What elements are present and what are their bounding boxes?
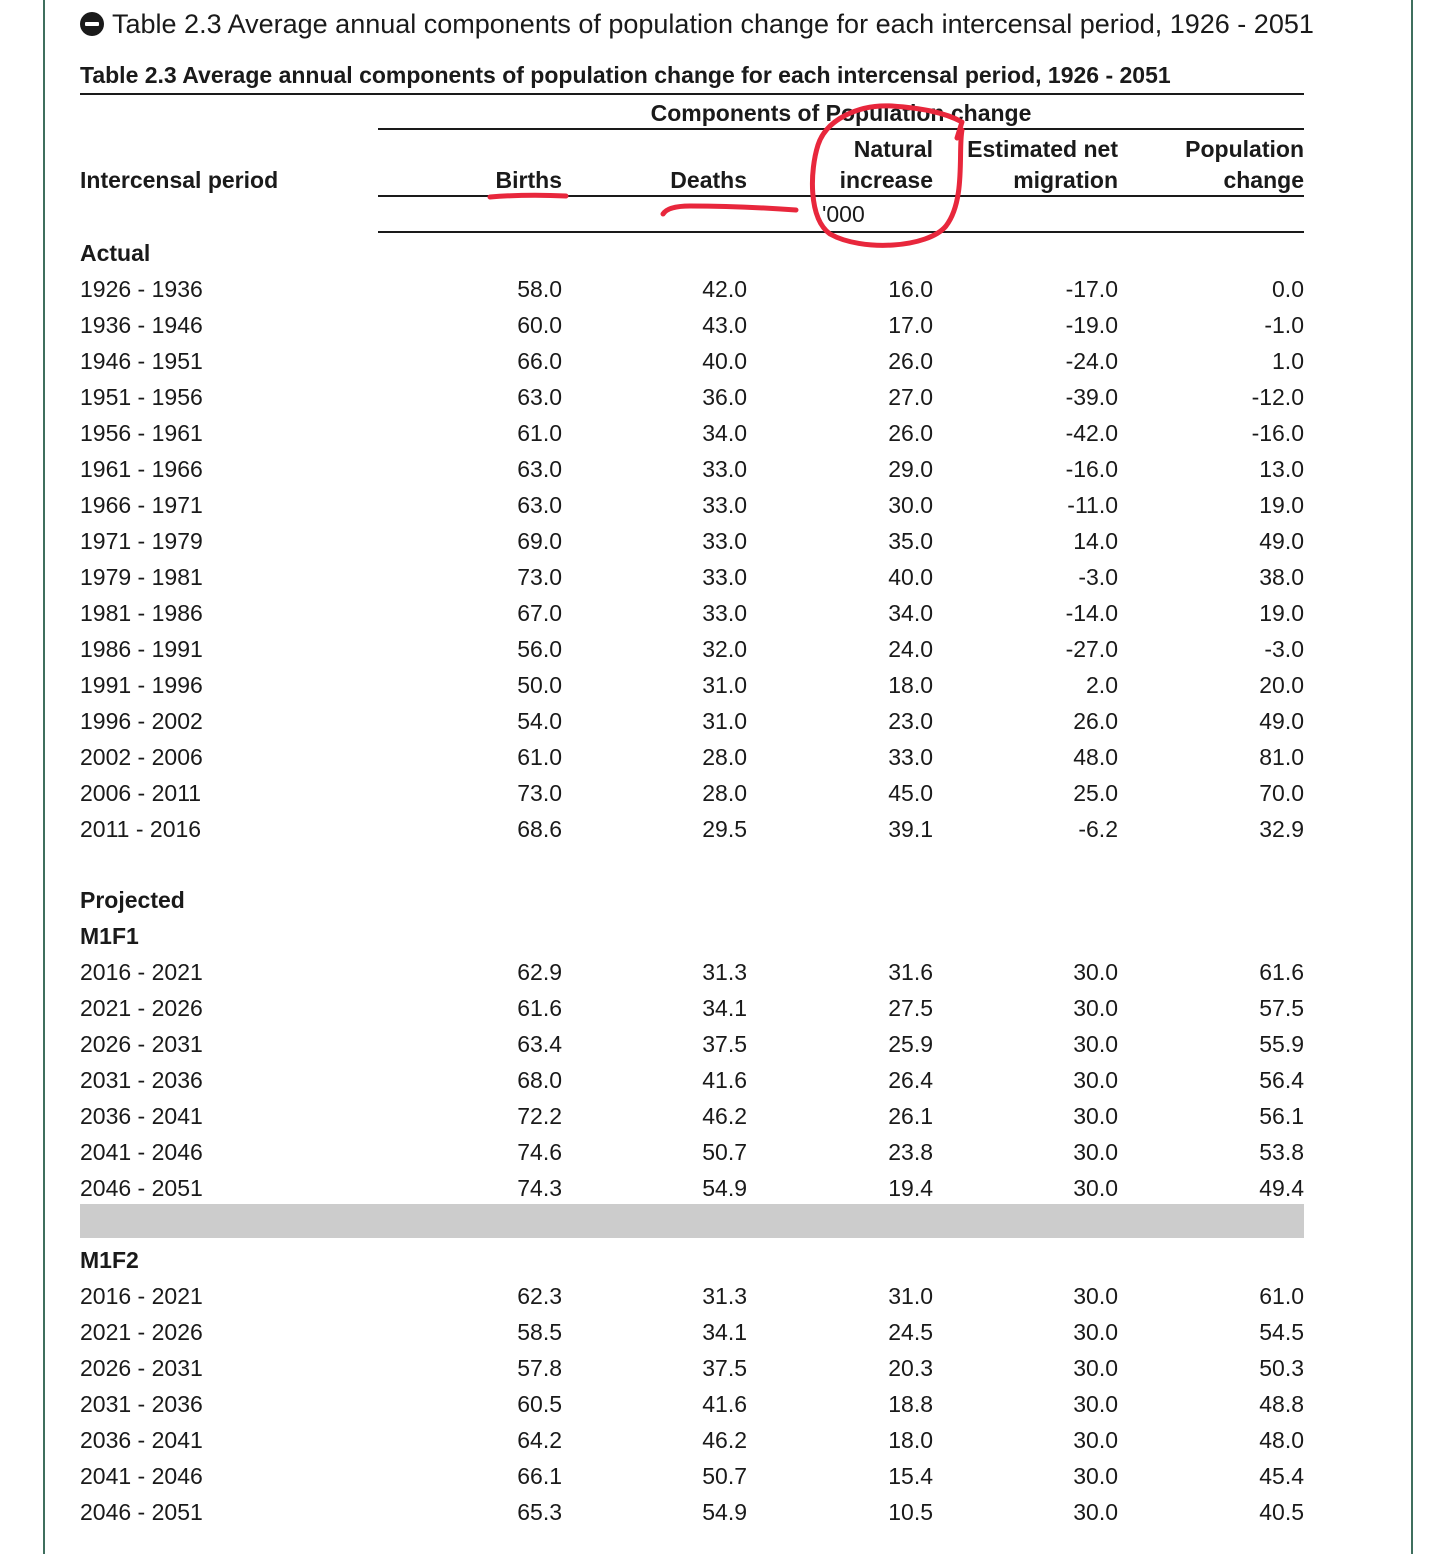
natural-increase-header-line2: increase [839, 167, 933, 193]
net-migration-header-line1: Estimated net [967, 136, 1118, 162]
net-migration-cell: 30.0 [1073, 959, 1118, 985]
table-row [80, 595, 1304, 631]
period-cell: 2021 - 2026 [80, 995, 203, 1021]
population-change-cell: 32.9 [1259, 816, 1304, 842]
natural-increase-cell: 26.4 [888, 1067, 933, 1093]
deaths-cell: 34.1 [702, 1319, 747, 1345]
period-cell: 1996 - 2002 [80, 708, 203, 734]
table-row [80, 307, 1304, 343]
population-change-cell: 19.0 [1259, 492, 1304, 518]
net-migration-cell: -6.2 [1078, 816, 1118, 842]
period-cell: 2041 - 2046 [80, 1463, 203, 1489]
table-row [80, 451, 1304, 487]
net-migration-header-line2: migration [1013, 167, 1118, 193]
population-change-cell: 1.0 [1272, 348, 1304, 374]
net-migration-cell: -42.0 [1065, 420, 1118, 446]
natural-increase-cell: 15.4 [888, 1463, 933, 1489]
births-cell: 63.0 [517, 384, 562, 410]
natural-increase-cell: 26.0 [888, 420, 933, 446]
deaths-cell: 41.6 [702, 1067, 747, 1093]
population-change-cell: 56.4 [1259, 1067, 1304, 1093]
population-change-cell: 45.4 [1259, 1463, 1304, 1489]
births-cell: 63.0 [517, 492, 562, 518]
deaths-cell: 54.9 [702, 1175, 747, 1201]
period-cell: 1986 - 1991 [80, 636, 203, 662]
population-change-cell: 38.0 [1259, 564, 1304, 590]
births-cell: 60.0 [517, 312, 562, 338]
deaths-cell: 37.5 [702, 1355, 747, 1381]
deaths-cell: 33.0 [702, 456, 747, 482]
net-migration-cell: 14.0 [1073, 528, 1118, 554]
net-migration-cell: -3.0 [1078, 564, 1118, 590]
net-migration-cell: 30.0 [1073, 995, 1118, 1021]
net-migration-cell: -27.0 [1065, 636, 1118, 662]
deaths-cell: 31.0 [702, 672, 747, 698]
births-cell: 60.5 [517, 1391, 562, 1417]
period-cell: 2011 - 2016 [80, 816, 202, 842]
natural-increase-cell: 19.4 [888, 1175, 933, 1201]
population-change-cell: -3.0 [1264, 636, 1304, 662]
population-change-cell: 53.8 [1259, 1139, 1304, 1165]
population-change-cell: -16.0 [1251, 420, 1304, 446]
natural-increase-cell: 26.1 [888, 1103, 933, 1129]
net-migration-cell: 30.0 [1073, 1067, 1118, 1093]
table-row [80, 559, 1304, 595]
period-header: Intercensal period [80, 167, 279, 193]
period-cell: 2021 - 2026 [80, 1319, 203, 1345]
deaths-cell: 28.0 [702, 744, 747, 770]
net-migration-cell: 30.0 [1073, 1427, 1118, 1453]
births-cell: 56.0 [517, 636, 562, 662]
population-change-cell: -12.0 [1251, 384, 1304, 410]
net-migration-cell: -11.0 [1067, 492, 1118, 518]
period-cell: 1926 - 1936 [80, 276, 203, 302]
period-cell: 1956 - 1961 [80, 420, 203, 446]
population-change-cell: -1.0 [1264, 312, 1304, 338]
table-row [80, 1386, 1304, 1422]
natural-increase-cell: 39.1 [888, 816, 933, 842]
births-cell: 73.0 [517, 780, 562, 806]
population-change-cell: 20.0 [1259, 672, 1304, 698]
table-row [80, 379, 1304, 415]
deaths-cell: 54.9 [702, 1499, 747, 1525]
births-cell: 63.4 [517, 1031, 562, 1057]
population-change-cell: 49.0 [1259, 528, 1304, 554]
births-cell: 62.3 [517, 1283, 562, 1309]
deaths-cell: 32.0 [702, 636, 747, 662]
deaths-cell: 40.0 [702, 348, 747, 374]
net-migration-cell: -14.0 [1065, 600, 1118, 626]
deaths-cell: 46.2 [702, 1103, 747, 1129]
period-cell: 2002 - 2006 [80, 744, 203, 770]
period-cell: 2046 - 2051 [80, 1499, 203, 1525]
table-accordion-header[interactable] [80, 6, 1314, 42]
net-migration-cell: 30.0 [1073, 1355, 1118, 1381]
natural-increase-header [773, 134, 933, 196]
group-header: Components of Population change [650, 100, 1032, 126]
population-change-cell: 50.3 [1259, 1355, 1304, 1381]
deaths-cell: 29.5 [702, 816, 747, 842]
births-cell: 58.0 [517, 276, 562, 302]
table-row [80, 415, 1304, 451]
deaths-cell: 36.0 [702, 384, 747, 410]
net-migration-cell: -17.0 [1065, 276, 1118, 302]
deaths-cell: 33.0 [702, 564, 747, 590]
deaths-cell: 31.3 [702, 959, 747, 985]
net-migration-cell: 30.0 [1073, 1103, 1118, 1129]
table-row [80, 1458, 1304, 1494]
period-cell: 1979 - 1981 [80, 564, 203, 590]
natural-increase-cell: 33.0 [888, 744, 933, 770]
births-cell: 66.0 [517, 348, 562, 374]
population-change-cell: 61.6 [1259, 959, 1304, 985]
table-row [80, 1422, 1304, 1458]
period-cell: 1981 - 1986 [80, 600, 203, 626]
births-cell: 66.1 [517, 1463, 562, 1489]
period-cell: 2036 - 2041 [80, 1427, 203, 1453]
deaths-cell: 33.0 [702, 492, 747, 518]
table-row [80, 990, 1304, 1026]
period-cell: 2036 - 2041 [80, 1103, 203, 1129]
births-cell: 63.0 [517, 456, 562, 482]
table-row [80, 1314, 1304, 1350]
natural-increase-cell: 25.9 [888, 1031, 933, 1057]
births-cell: 50.0 [517, 672, 562, 698]
deaths-header: Deaths [670, 167, 747, 193]
period-cell: 1951 - 1956 [80, 384, 203, 410]
births-cell: 61.6 [517, 995, 562, 1021]
period-cell: 2006 - 2011 [80, 780, 202, 806]
population-change-cell: 48.0 [1259, 1427, 1304, 1453]
collapse-icon[interactable] [80, 12, 104, 36]
table-row [80, 775, 1304, 811]
period-cell: 1966 - 1971 [80, 492, 203, 518]
deaths-cell: 34.1 [702, 995, 747, 1021]
net-migration-cell: 30.0 [1073, 1139, 1118, 1165]
births-cell: 74.6 [517, 1139, 562, 1165]
population-change-cell: 54.5 [1259, 1319, 1304, 1345]
population-change-cell: 40.5 [1259, 1499, 1304, 1525]
table-row [80, 1062, 1304, 1098]
units-label: '000 [822, 201, 865, 227]
population-change-cell: 49.4 [1259, 1175, 1304, 1201]
natural-increase-cell: 18.8 [888, 1391, 933, 1417]
period-cell: 2041 - 2046 [80, 1139, 203, 1165]
period-cell: 2031 - 2036 [80, 1391, 203, 1417]
natural-increase-cell: 35.0 [888, 528, 933, 554]
period-cell: 1971 - 1979 [80, 528, 203, 554]
births-cell: 57.8 [517, 1355, 562, 1381]
period-cell: 2016 - 2021 [80, 1283, 203, 1309]
natural-increase-cell: 45.0 [888, 780, 933, 806]
accordion-title: Table 2.3 Average annual components of population change for each intercensal period, 1926 - 2051 [112, 8, 1314, 39]
period-cell: 2026 - 2031 [80, 1031, 203, 1057]
section-actual: Actual [80, 240, 151, 266]
natural-increase-cell: 18.0 [888, 1427, 933, 1453]
table-row [80, 739, 1304, 775]
table-row [80, 343, 1304, 379]
net-migration-cell: 30.0 [1073, 1283, 1118, 1309]
table-row [80, 631, 1304, 667]
population-change-cell: 49.0 [1259, 708, 1304, 734]
period-cell: 2016 - 2021 [80, 959, 203, 985]
net-migration-cell: 26.0 [1073, 708, 1118, 734]
deaths-cell: 31.3 [702, 1283, 747, 1309]
table-row [80, 1494, 1304, 1530]
natural-increase-cell: 29.0 [888, 456, 933, 482]
births-cell: 69.0 [517, 528, 562, 554]
population-change-cell: 13.0 [1259, 456, 1304, 482]
table-row [80, 1026, 1304, 1062]
births-cell: 68.6 [517, 816, 562, 842]
deaths-cell: 33.0 [702, 600, 747, 626]
deaths-cell: 28.0 [702, 780, 747, 806]
population-change-header-line2: change [1223, 167, 1304, 193]
population-change-header [1124, 134, 1304, 196]
births-header: Births [495, 167, 562, 193]
net-migration-cell: 2.0 [1086, 672, 1118, 698]
net-migration-header [938, 134, 1118, 196]
natural-increase-cell: 17.0 [888, 312, 933, 338]
population-change-cell: 57.5 [1259, 995, 1304, 1021]
section-projected: Projected [80, 887, 185, 913]
births-cell: 72.2 [517, 1103, 562, 1129]
deaths-cell: 42.0 [702, 276, 747, 302]
table-row [80, 1278, 1304, 1314]
table-row [80, 523, 1304, 559]
population-change-cell: 48.8 [1259, 1391, 1304, 1417]
net-migration-cell: 30.0 [1073, 1319, 1118, 1345]
births-cell: 73.0 [517, 564, 562, 590]
births-cell: 58.5 [517, 1319, 562, 1345]
table-row [80, 271, 1304, 307]
net-migration-cell: -24.0 [1065, 348, 1118, 374]
natural-increase-cell: 23.0 [888, 708, 933, 734]
births-cell: 62.9 [517, 959, 562, 985]
natural-increase-cell: 23.8 [888, 1139, 933, 1165]
net-migration-cell: 30.0 [1073, 1499, 1118, 1525]
natural-increase-cell: 27.5 [888, 995, 933, 1021]
net-migration-cell: 25.0 [1073, 780, 1118, 806]
natural-increase-cell: 18.0 [888, 672, 933, 698]
births-cell: 54.0 [517, 708, 562, 734]
period-cell: 1936 - 1946 [80, 312, 203, 338]
births-cell: 61.0 [517, 744, 562, 770]
table-row [80, 1350, 1304, 1386]
natural-increase-cell: 31.0 [888, 1283, 933, 1309]
section-m1f2: M1F2 [80, 1247, 139, 1273]
natural-increase-cell: 26.0 [888, 348, 933, 374]
deaths-underline-annotation [663, 206, 796, 214]
net-migration-cell: 30.0 [1073, 1391, 1118, 1417]
population-change-header-line1: Population [1185, 136, 1304, 162]
table-row [80, 811, 1304, 847]
population-change-cell: 19.0 [1259, 600, 1304, 626]
deaths-cell: 33.0 [702, 528, 747, 554]
net-migration-cell: -39.0 [1065, 384, 1118, 410]
deaths-cell: 50.7 [702, 1139, 747, 1165]
natural-increase-header-line1: Natural [853, 136, 933, 162]
births-cell: 67.0 [517, 600, 562, 626]
population-change-cell: 81.0 [1259, 744, 1304, 770]
table-row [80, 703, 1304, 739]
natural-increase-cell: 16.0 [888, 276, 933, 302]
births-cell: 68.0 [517, 1067, 562, 1093]
table-row [80, 667, 1304, 703]
natural-increase-cell: 40.0 [888, 564, 933, 590]
births-cell: 61.0 [517, 420, 562, 446]
table-row [80, 954, 1304, 990]
page-frame-right [1411, 0, 1413, 1554]
natural-increase-cell: 24.5 [888, 1319, 933, 1345]
deaths-cell: 31.0 [702, 708, 747, 734]
births-cell: 64.2 [517, 1427, 562, 1453]
population-change-cell: 55.9 [1259, 1031, 1304, 1057]
deaths-cell: 41.6 [702, 1391, 747, 1417]
deaths-cell: 46.2 [702, 1427, 747, 1453]
period-cell: 2046 - 2051 [80, 1175, 203, 1201]
population-change-cell: 61.0 [1259, 1283, 1304, 1309]
net-migration-cell: 48.0 [1073, 744, 1118, 770]
section-m1f1: M1F1 [80, 923, 139, 949]
natural-increase-cell: 34.0 [888, 600, 933, 626]
table-row [80, 487, 1304, 523]
net-migration-cell: -19.0 [1065, 312, 1118, 338]
natural-increase-cell: 20.3 [888, 1355, 933, 1381]
population-change-cell: 56.1 [1259, 1103, 1304, 1129]
population-change-cell: 70.0 [1259, 780, 1304, 806]
deaths-cell: 50.7 [702, 1463, 747, 1489]
table-row [80, 1098, 1304, 1134]
natural-increase-cell: 30.0 [888, 492, 933, 518]
births-cell: 74.3 [517, 1175, 562, 1201]
units-rule [378, 231, 1304, 233]
natural-increase-cell: 10.5 [888, 1499, 933, 1525]
natural-increase-cell: 27.0 [888, 384, 933, 410]
table-caption: Table 2.3 Average annual components of population change for each intercensal period, 1926 - 2051 [80, 62, 1304, 95]
period-cell: 1946 - 1951 [80, 348, 203, 374]
natural-increase-cell: 31.6 [888, 959, 933, 985]
table-row [80, 1134, 1304, 1170]
population-change-cell: 0.0 [1272, 276, 1304, 302]
page-frame-left [43, 0, 45, 1554]
births-cell: 65.3 [517, 1499, 562, 1525]
section-separator [80, 1204, 1304, 1238]
net-migration-cell: -16.0 [1065, 456, 1118, 482]
period-cell: 1991 - 1996 [80, 672, 203, 698]
deaths-cell: 34.0 [702, 420, 747, 446]
period-cell: 1961 - 1966 [80, 456, 203, 482]
deaths-cell: 37.5 [702, 1031, 747, 1057]
net-migration-cell: 30.0 [1073, 1463, 1118, 1489]
deaths-cell: 43.0 [702, 312, 747, 338]
period-cell: 2031 - 2036 [80, 1067, 203, 1093]
natural-increase-cell: 24.0 [888, 636, 933, 662]
period-cell: 2026 - 2031 [80, 1355, 203, 1381]
table-row [80, 1170, 1304, 1206]
net-migration-cell: 30.0 [1073, 1031, 1118, 1057]
net-migration-cell: 30.0 [1073, 1175, 1118, 1201]
